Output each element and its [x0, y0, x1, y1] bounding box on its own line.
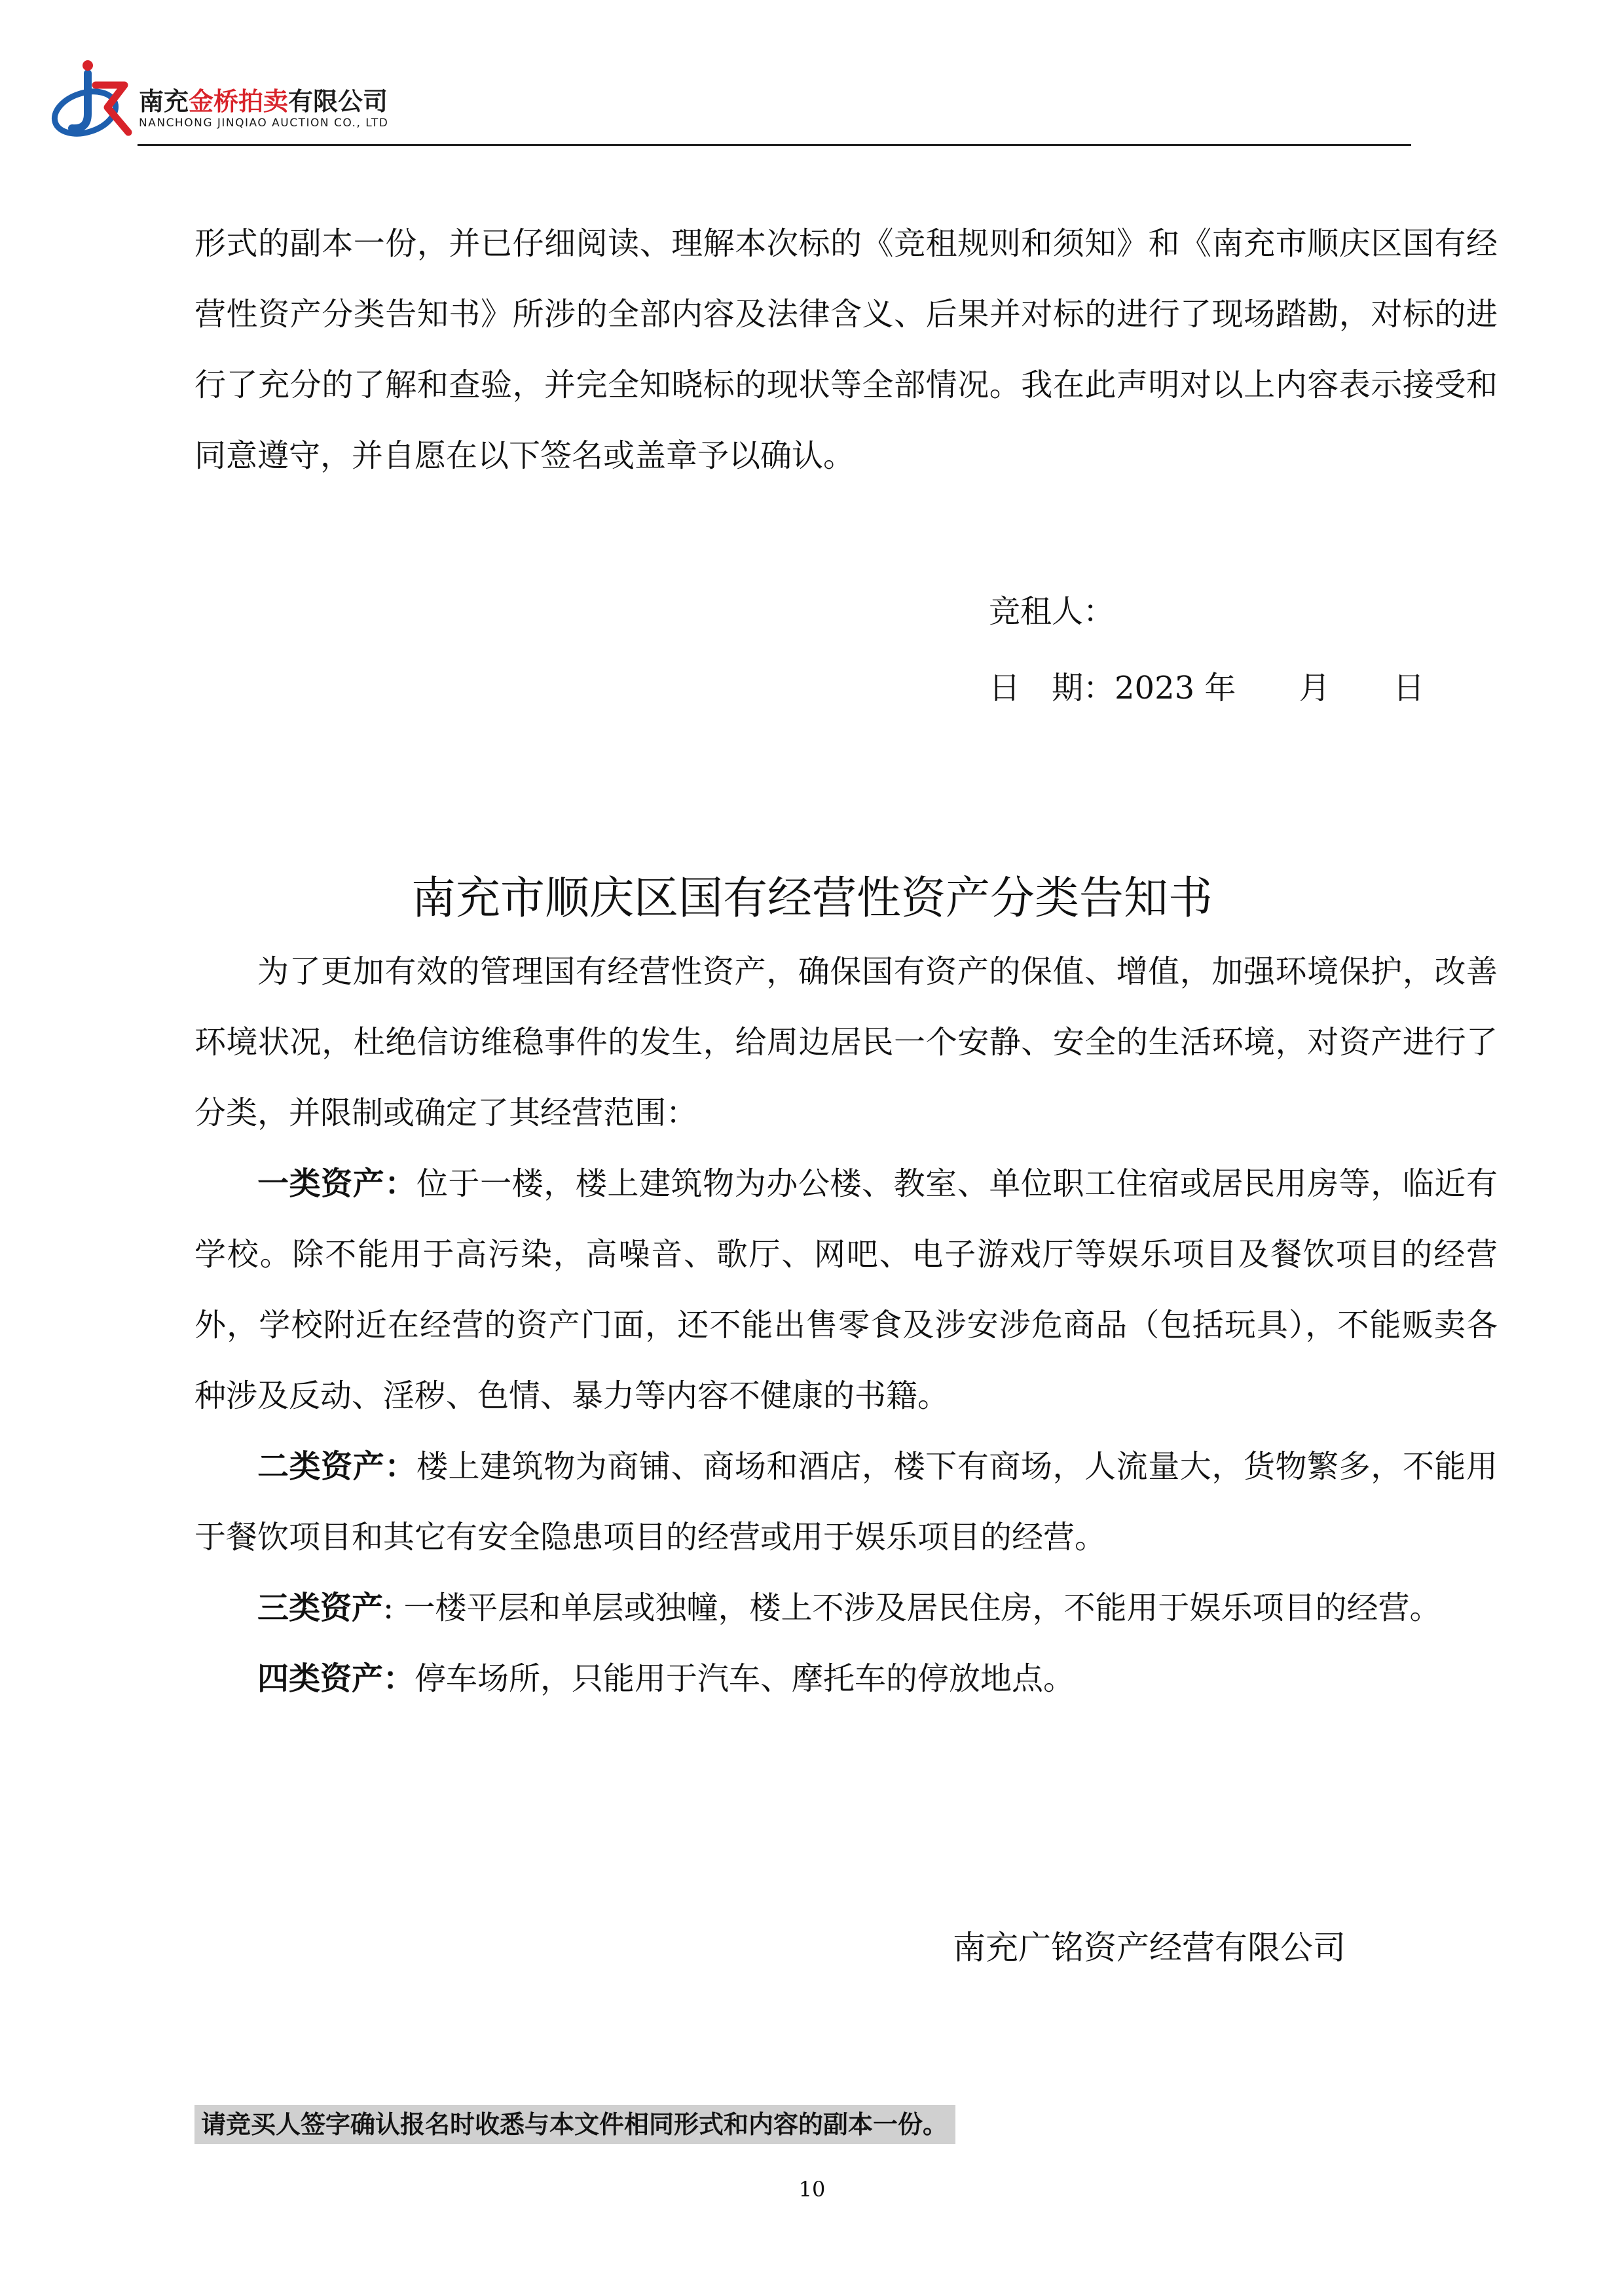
signature-date-label: 日 期：2023 年 月 日	[989, 670, 1425, 706]
category-text: 楼上建筑物为商铺、商场和酒店，楼下有商场，人流量大，货物繁多，不能用于餐饮项目和其它有安全隐患项目的经营或用于娱乐项目的经营。	[194, 1448, 1498, 1556]
category-label: 一类资产：	[257, 1165, 416, 1202]
category-text: 停车场所，只能用于汽车、摩托车的停放地点。	[415, 1660, 1075, 1697]
company-name-english: NANCHONG JINQIAO AUCTION CO., LTD	[139, 117, 389, 130]
category-2	[194, 1431, 1498, 1573]
bidder-signature-label: 竞租人：	[989, 593, 1115, 630]
notice-intro: 为了更加有效的管理国有经营性资产，确保国有资产的保值、增值，加强环境保护，改善环境状况，杜绝信访维稳事件的发生，给周边居民一个安静、安全的生活环境，对资产进行了分类，并限制或确定了其经营范围：	[194, 953, 1498, 1131]
company-name: 南充金桥拍卖有限公司	[139, 87, 388, 116]
category-text: : 一楼平层和单层或独幢，楼上不涉及居民住房，不能用于娱乐项目的经营。	[383, 1590, 1441, 1626]
category-text: 位于一楼，楼上建筑物为办公楼、教室、单位职工住宿或居民用房等，临近有学校。除不能用于高污染，高噪音、歌厅、网吧、电子游戏厅等娱乐项目及餐饮项目的经营外，学校附近在经营的资产门面，还不能出售零食及涉安涉危商品（包括玩具），不能贩卖各种涉及反动、淫秽、色情、暴力等内容不健康的书籍。	[194, 1165, 1498, 1414]
page-number: 10	[798, 2177, 826, 2202]
category-label: 二类资产：	[257, 1448, 416, 1485]
notice-title: 南充市顺庆区国有经营性资产分类告知书	[411, 873, 1213, 924]
page-header	[47, 59, 1435, 157]
category-3	[194, 1573, 1498, 1643]
issuer-name: 南充广铭资产经营有限公司	[953, 1929, 1346, 1967]
intro-paragraph: 形式的副本一份，并已仔细阅读、理解本次标的《竞租规则和须知》和《南充市顺庆区国有经营性资产分类告知书》所涉的全部内容及法律含义、后果并对标的进行了现场踏勘，对标的进行了充分的了解和查验，并完全知晓标的现状等全部情况。我在此声明对以上内容表示接受和同意遵守，并自愿在以下签名或盖章予以确认。	[194, 225, 1498, 474]
footer-note: 请竞买人签字确认报名时收悉与本文件相同形式和内容的副本一份。	[194, 2105, 955, 2144]
category-label: 三类资产	[257, 1590, 384, 1626]
header-divider	[138, 144, 1411, 146]
category-label: 四类资产：	[257, 1660, 415, 1697]
jq-logo-icon	[47, 59, 132, 144]
category-4	[194, 1643, 1498, 1714]
notice-body	[194, 936, 1498, 1714]
category-1	[194, 1148, 1498, 1431]
